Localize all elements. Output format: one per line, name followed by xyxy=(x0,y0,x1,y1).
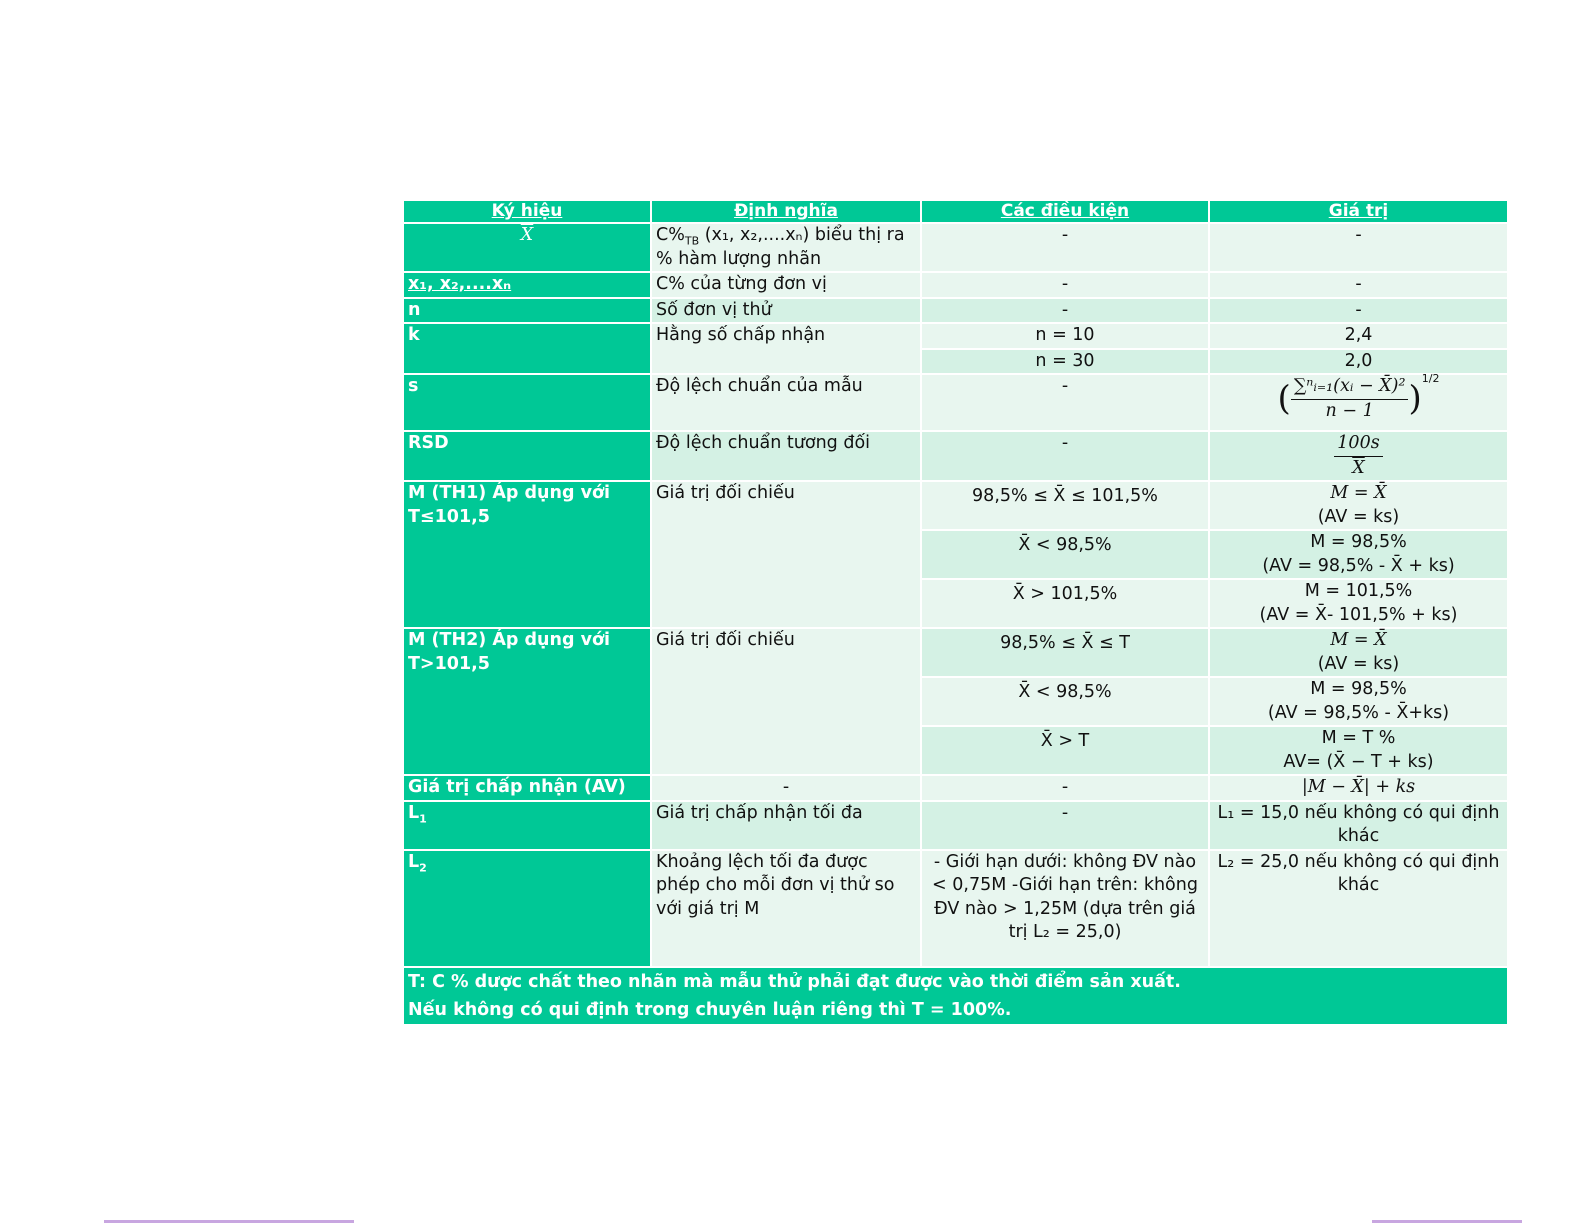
symbol-cell: k xyxy=(404,324,652,375)
definition-cell: Giá trị chấp nhận tối đa xyxy=(652,802,922,851)
condition-cell: - xyxy=(922,224,1210,273)
symbol-cell: x₁, x₂,....xₙ xyxy=(404,273,652,299)
bottom-decoration-left xyxy=(104,1220,354,1223)
table-row-m2 xyxy=(404,629,1507,678)
condition-cell: n = 10 xyxy=(922,324,1210,350)
symbol-cell: RSD xyxy=(404,432,652,482)
table-row-s xyxy=(404,375,1507,432)
condition-cell: X̄ < 98,5% xyxy=(922,531,1210,580)
value-cell: L₂ = 25,0 nếu không có qui định khác xyxy=(1210,851,1507,968)
value-cell: 2,4 xyxy=(1210,324,1507,350)
condition-cell: n = 30 xyxy=(922,350,1210,376)
condition-cell: 98,5% ≤ X̄ ≤ T xyxy=(922,629,1210,678)
symbol-cell: M (TH2) Áp dụng với T>101,5 xyxy=(404,629,652,776)
table-row-av xyxy=(404,776,1507,802)
header-symbol: Ký hiệu xyxy=(404,201,652,224)
definition-cell: C% của từng đơn vị xyxy=(652,273,922,299)
value-cell: M = 98,5% (AV = 98,5% - X̄ + ks) xyxy=(1210,531,1507,580)
value-cell: M = 98,5% (AV = 98,5% - X̄+ks) xyxy=(1210,678,1507,727)
value-cell: M = X̄ (AV = ks) xyxy=(1210,629,1507,678)
symbol-cell: $L_2$ xyxy=(404,851,652,968)
footer-line-2: Nếu không có qui định trong chuyên luận riêng thì T = 100%. xyxy=(408,999,1012,1020)
condition-cell: X̄ < 98,5% xyxy=(922,678,1210,727)
symbol-cell: n xyxy=(404,299,652,325)
definition-cell: $C\%_{TB}$ (x₁, x₂,....xₙ) biểu thị ra % hàm lượng nhãn xyxy=(652,224,922,273)
condition-cell: - xyxy=(922,802,1210,851)
rsd-formula: $\frac{100s}{X}$ xyxy=(1334,432,1382,480)
condition-cell: - xyxy=(922,273,1210,299)
table-row-l2 xyxy=(404,851,1507,968)
footer-cell xyxy=(404,968,1507,1026)
reference-table xyxy=(404,201,1507,1026)
footer-line-1: T: C % dược chất theo nhãn mà mẫu thử phải đạt được vào thời điểm sản xuất. xyxy=(408,971,1181,992)
condition-cell: - xyxy=(922,432,1210,482)
table-row-l1 xyxy=(404,802,1507,851)
value-cell: 2,0 xyxy=(1210,350,1507,376)
condition-cell: X̄ > 101,5% xyxy=(922,580,1210,629)
footer-note xyxy=(404,968,1507,1026)
value-cell: M = T % AV= (X̄ − T + ks) xyxy=(1210,727,1507,776)
value-cell: - xyxy=(1210,224,1507,273)
table-row-m1 xyxy=(404,482,1507,531)
table-row-xbar xyxy=(404,224,1507,273)
definition-cell: - xyxy=(652,776,922,802)
symbol-cell: $\overline{X}$ xyxy=(404,224,652,273)
value-cell: M = 101,5% (AV = X̄- 101,5% + ks) xyxy=(1210,580,1507,629)
symbol-cell: $L_1$ xyxy=(404,802,652,851)
condition-cell: - xyxy=(922,375,1210,432)
condition-cell: - xyxy=(922,299,1210,325)
definition-cell: Độ lệch chuẩn của mẫu xyxy=(652,375,922,432)
table-row-k xyxy=(404,324,1507,350)
definition-cell: Khoảng lệch tối đa được phép cho mỗi đơn vị thử so với giá trị M xyxy=(652,851,922,968)
header-conditions: Các điều kiện xyxy=(922,201,1210,224)
definition-cell: Hằng số chấp nhận xyxy=(652,324,922,375)
header-row xyxy=(404,201,1507,224)
value-cell: |M − X̄| + ks xyxy=(1210,776,1507,802)
symbol-cell: M (TH1) Áp dụng với T≤101,5 xyxy=(404,482,652,629)
condition-cell: X̄ > T xyxy=(922,727,1210,776)
value-cell: - xyxy=(1210,273,1507,299)
value-cell: L₁ = 15,0 nếu không có qui định khác xyxy=(1210,802,1507,851)
value-cell: M = X̄ (AV = ks) xyxy=(1210,482,1507,531)
condition-cell: - xyxy=(922,776,1210,802)
condition-cell: 98,5% ≤ X̄ ≤ 101,5% xyxy=(922,482,1210,531)
definition-cell: Độ lệch chuẩn tương đối xyxy=(652,432,922,482)
bottom-decoration-right xyxy=(1372,1220,1522,1223)
value-cell xyxy=(1210,432,1507,482)
definition-cell: Giá trị đối chiếu xyxy=(652,482,922,629)
definition-cell: Số đơn vị thử xyxy=(652,299,922,325)
table-row-rsd xyxy=(404,432,1507,482)
header-definition: Định nghĩa xyxy=(652,201,922,224)
value-cell: - xyxy=(1210,299,1507,325)
table-row-xi xyxy=(404,273,1507,299)
std-dev-formula: $\frac{\text{∑ⁿᵢ₌₁(xᵢ − X̄)²}}{n - 1}$ xyxy=(1291,375,1409,423)
value-cell: ( $\frac{\text{∑ⁿᵢ₌₁(xᵢ − X̄)²}}{n - 1}$ )$^{1/2}$ xyxy=(1210,375,1507,432)
symbol-cell: s xyxy=(404,375,652,432)
symbol-cell: Giá trị chấp nhận (AV) xyxy=(404,776,652,802)
definition-cell: Giá trị đối chiếu xyxy=(652,629,922,776)
table-row-n xyxy=(404,299,1507,325)
condition-cell: - Giới hạn dưới: không ĐV nào < 0,75M -Giới hạn trên: không ĐV nào > 1,25M (dựa trên giá trị L₂ = 25,0) xyxy=(922,851,1210,968)
header-value: Giá trị xyxy=(1210,201,1507,224)
